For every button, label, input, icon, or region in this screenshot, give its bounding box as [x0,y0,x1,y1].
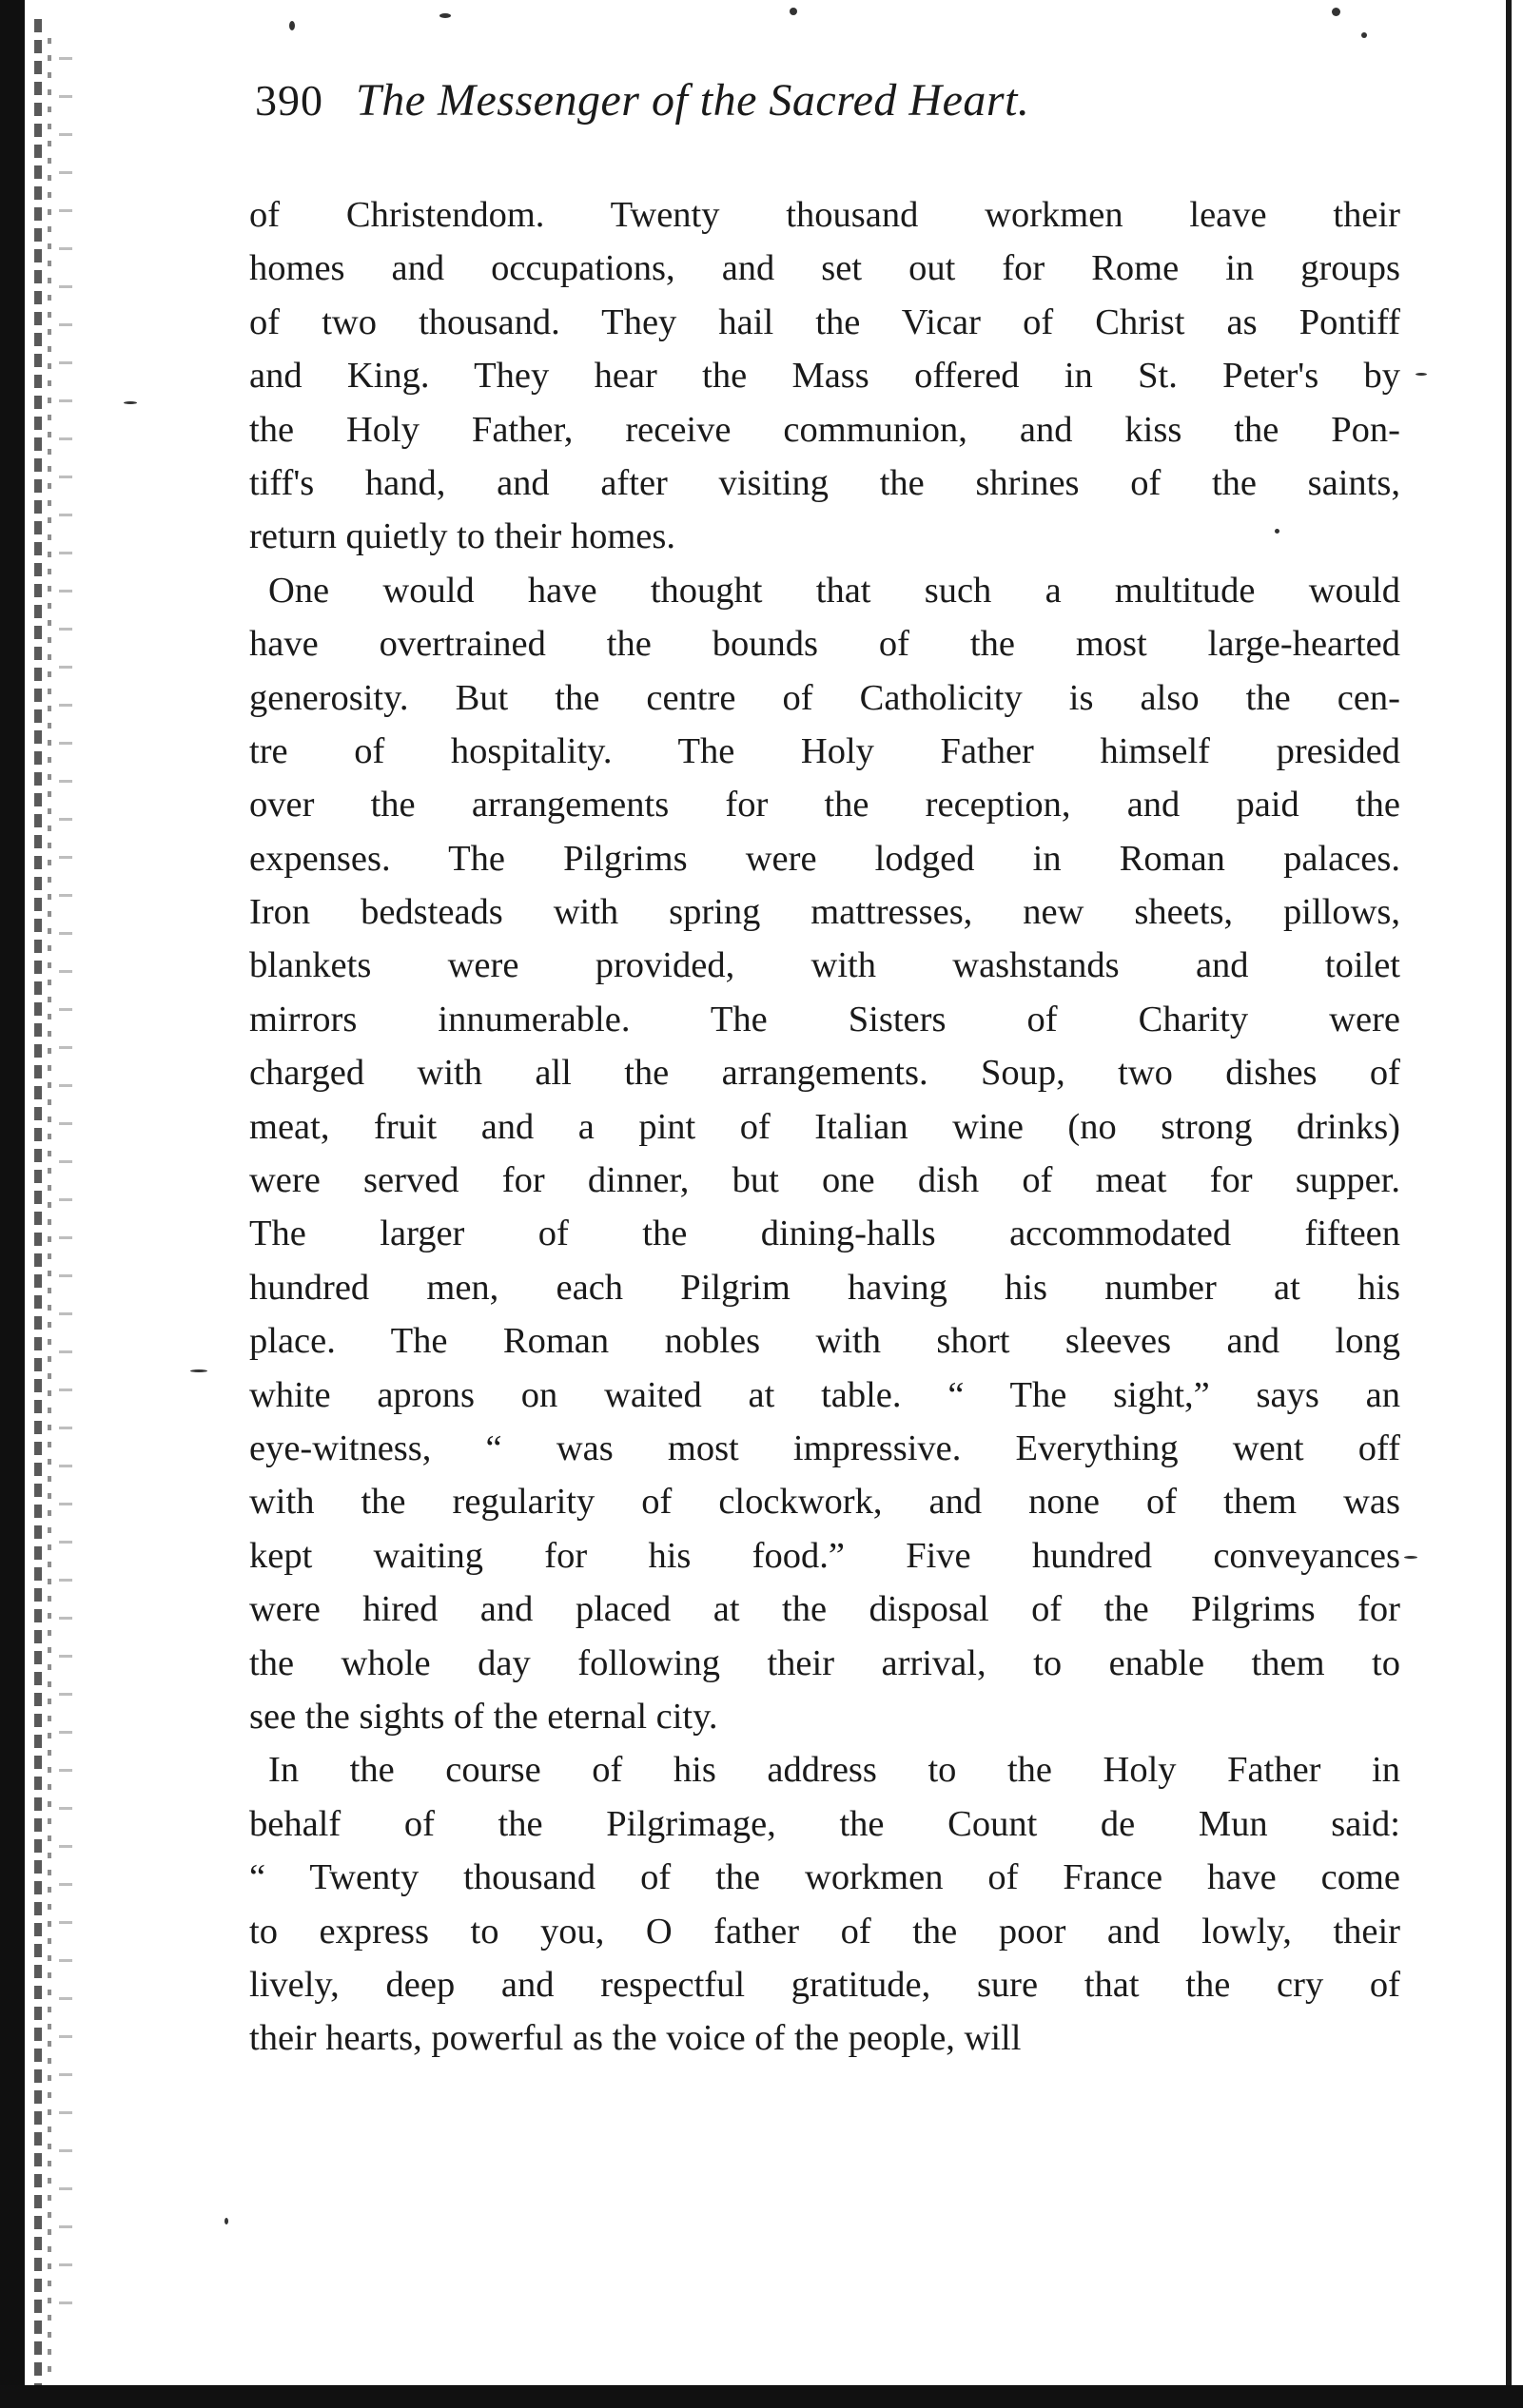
text-line: expenses. The Pilgrims were lodged in Roman palaces. [249,838,1400,879]
text-line: see the sights of the eternal city. [249,1696,718,1737]
text-line: their hearts, powerful as the voice of the people, will [249,2018,1022,2059]
text-line: over the arrangements for the reception, and paid the [249,785,1400,825]
text-line: charged with all the arrangements. Soup, two dishes of [249,1053,1400,1094]
scan-speck [1416,373,1427,376]
running-title: The Messenger of the Sacred Heart. [356,75,1030,126]
scan-speck [1361,32,1367,38]
scan-speck [289,21,295,30]
text-line: tiff's hand, and after visiting the shrines of the saints, [249,462,1400,503]
text-line: Iron bedsteads with spring mattresses, new sheets, pillows, [249,892,1400,933]
text-line: place. The Roman nobles with short sleeves and long [249,1321,1400,1362]
text-line: to express to you, O father of the poor and lowly, their [249,1911,1400,1952]
text-line: of two thousand. They hail the Vicar of Christ as Pontiff [249,301,1400,342]
scan-speck [1404,1556,1417,1559]
page-binding-edge [0,0,25,2408]
paragraph [249,564,1400,1744]
paragraph [249,188,1400,564]
text-line: with the regularity of clockwork, and none of them was [249,1482,1400,1523]
page-number: 390 [255,76,323,125]
text-line: were served for dinner, but one dish of meat for supper. [249,1160,1400,1201]
text-line: generosity. But the centre of Catholicity is also the cen- [249,677,1400,718]
paragraph [249,1743,1400,2065]
scan-speck [790,8,797,15]
scan-speck [439,13,451,18]
text-line: In the course of his address to the Holy Father in [268,1750,1400,1791]
text-line: blankets were provided, with washstands and toilet [249,945,1400,986]
body-text [249,188,1400,2066]
text-line: the whole day following their arrival, to enable them to [249,1642,1400,1683]
page-bottom-edge [0,2385,1523,2408]
text-line: mirrors innumerable. The Sisters of Charity were [249,999,1400,1039]
text-line: homes and occupations, and set out for Rome in groups [249,248,1400,289]
scan-speck [190,1369,207,1372]
page-right-edge [1506,0,1512,2408]
text-line: and King. They hear the Mass offered in St. Peter's by [249,356,1400,397]
scan-speck [225,2218,228,2224]
running-header [255,74,1425,150]
text-line: eye-witness, “ was most impressive. Everything went off [249,1427,1400,1468]
text-line: tre of hospitality. The Holy Father himself presided [249,730,1400,771]
binding-shadow [34,19,42,2387]
text-line: hundred men, each Pilgrim having his number at his [249,1267,1400,1308]
text-line: lively, deep and respectful gratitude, sure that the cry of [249,1964,1400,2005]
scan-speck [1332,8,1340,16]
text-line: white aprons on waited at table. “ The sight,” says an [249,1374,1400,1415]
text-line: were hired and placed at the disposal of the Pilgrims for [249,1589,1400,1630]
text-line: meat, fruit and a pint of Italian wine (no strong drinks) [249,1106,1400,1147]
text-line: “ Twenty thousand of the workmen of France have come [249,1857,1400,1898]
text-line: return quietly to their homes. [249,516,675,557]
text-line: of Christendom. Twenty thousand workmen leave their [249,195,1400,235]
text-line: the Holy Father, receive communion, and kiss the Pon- [249,409,1400,450]
scan-speck [124,401,137,404]
text-line: kept waiting for his food.” Five hundred conveyances [249,1535,1400,1576]
text-line: One would have thought that such a multitude would [268,570,1400,611]
text-line: The larger of the dining-halls accommodated fifteen [249,1214,1400,1254]
text-line: behalf of the Pilgrimage, the Count de Mun said: [249,1803,1400,1844]
binding-shadow [59,57,72,2340]
binding-shadow [48,38,51,2378]
text-line: have overtrained the bounds of the most large-hearted [249,624,1400,665]
